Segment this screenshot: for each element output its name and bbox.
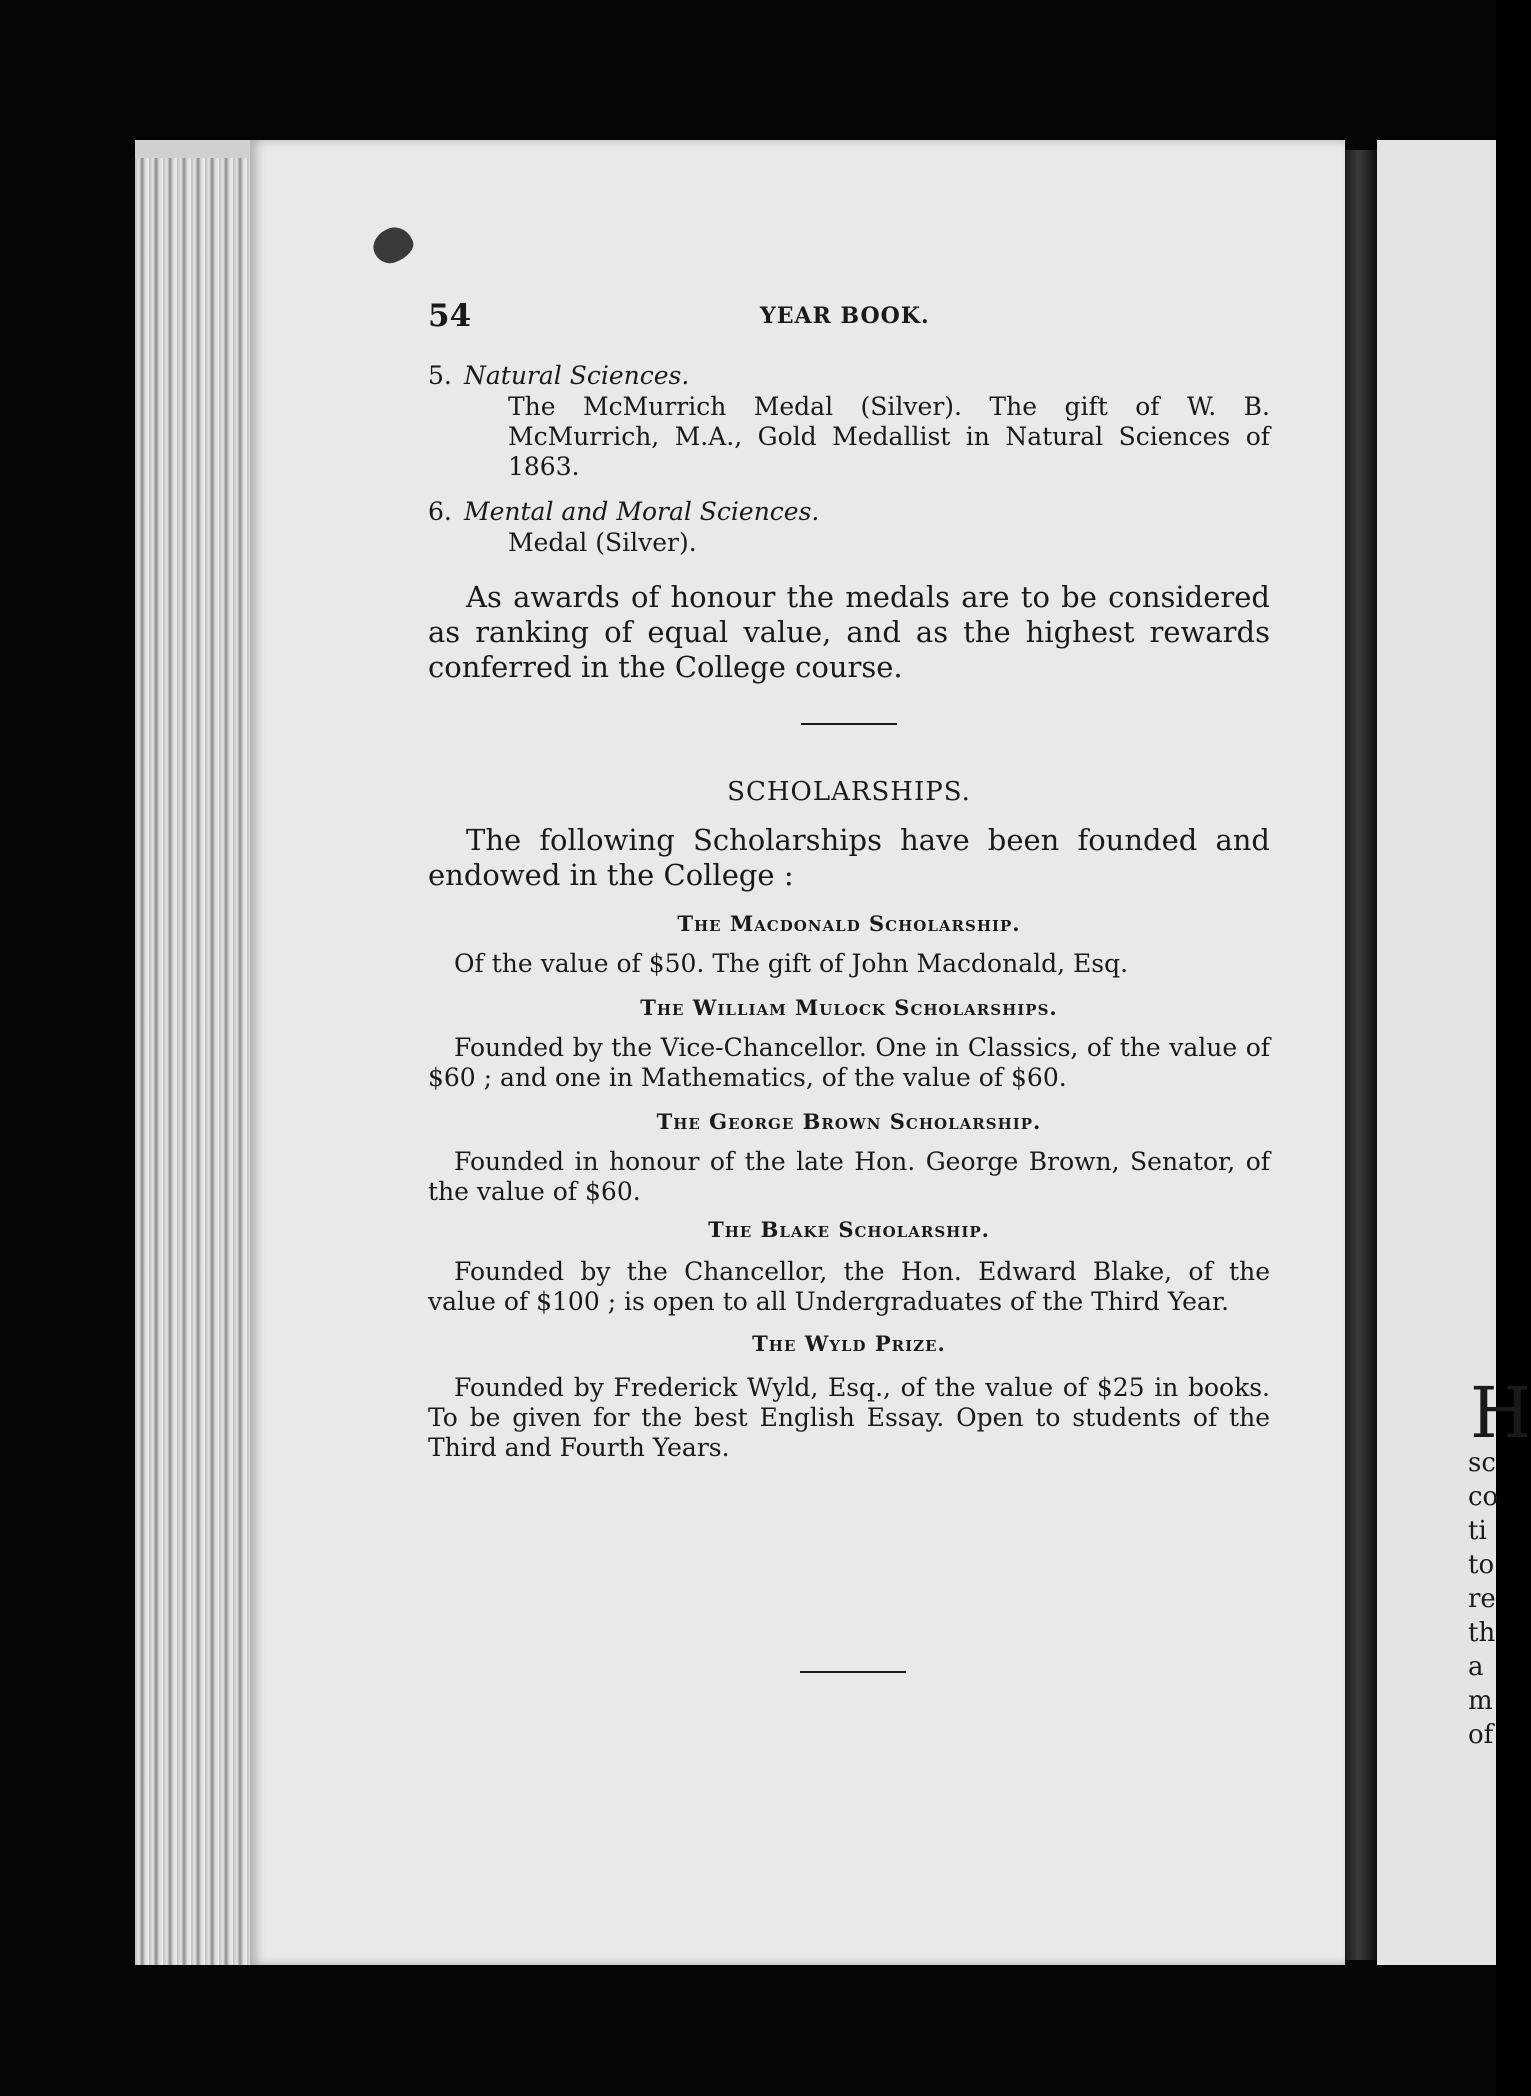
item-heading-natural-sciences — [428, 360, 1270, 392]
item-number: 6. — [428, 497, 452, 526]
facing-page-fragment: m — [1468, 1686, 1493, 1716]
scholarship-title: The William Mulock Scholarships. — [640, 995, 1058, 1020]
item-number: 5. — [428, 361, 452, 390]
facing-page-fragment: ti — [1468, 1516, 1487, 1546]
facing-page-fragment: sc — [1468, 1448, 1496, 1478]
item-heading-mental-moral-sciences — [428, 496, 1270, 528]
facing-page-fragment: to — [1468, 1550, 1495, 1580]
end-divider — [800, 1671, 906, 1673]
page-body — [428, 360, 1270, 1463]
item-heading-text: Mental and Moral Sciences. — [464, 497, 820, 526]
scholarship-description: Founded in honour of the late Hon. George Brown, Senator, of the value of $60. — [428, 1147, 1270, 1206]
scholarships-intro: The following Scholarships have been founded and endowed in the College : — [428, 823, 1270, 892]
scholarship-title: The Macdonald Scholarship. — [677, 911, 1021, 936]
item-body-natural-sciences: The McMurrich Medal (Silver). The gift of W. B. McMurrich, M.A., Gold Medallist in Natural Sciences of 1863. — [508, 392, 1270, 481]
facing-page-fragment: of — [1468, 1720, 1494, 1750]
page-edges-top — [135, 140, 260, 158]
facing-page-initial: H — [1470, 1372, 1531, 1454]
facing-page-fragment: a — [1468, 1652, 1484, 1682]
running-title: YEAR BOOK. — [760, 303, 930, 329]
scholarship-title: The George Brown Scholarship. — [656, 1109, 1042, 1134]
facing-page-fragment: re — [1468, 1584, 1496, 1614]
section-title-scholarships: SCHOLARSHIPS. — [727, 777, 971, 807]
scholarship-title: The Wyld Prize. — [752, 1331, 946, 1356]
section-divider — [801, 723, 897, 725]
facing-page-fragment: co — [1468, 1482, 1499, 1512]
scholarship-description: Founded by the Vice-Chancellor. One in Classics, of the value of $60 ; and one in Mathematics, of the value of $60. — [428, 1033, 1270, 1092]
scholarship-title: The Blake Scholarship. — [708, 1217, 990, 1242]
scholarship-description: Founded by the Chancellor, the Hon. Edward Blake, of the value of $100 ; is open to all Undergraduates of the Third Year. — [428, 1257, 1270, 1316]
scholarship-description: Founded by Frederick Wyld, Esq., of the value of $25 in books. To be given for the best English Essay. Open to students of the Third and Fourth Years. — [428, 1373, 1270, 1462]
book-gutter — [1345, 150, 1377, 1960]
awards-note: As awards of honour the medals are to be considered as ranking of equal value, and as the highest rewards conferred in the College course. — [428, 580, 1270, 684]
facing-page-fragment: th — [1468, 1618, 1496, 1648]
scholarship-description: Of the value of $50. The gift of John Macdonald, Esq. — [454, 949, 1129, 978]
item-body-mental-moral-sciences: Medal (Silver). — [508, 528, 697, 557]
page-edges-stack — [135, 140, 260, 1965]
item-heading-text: Natural Sciences. — [464, 361, 690, 390]
page-number: 54 — [428, 298, 472, 334]
